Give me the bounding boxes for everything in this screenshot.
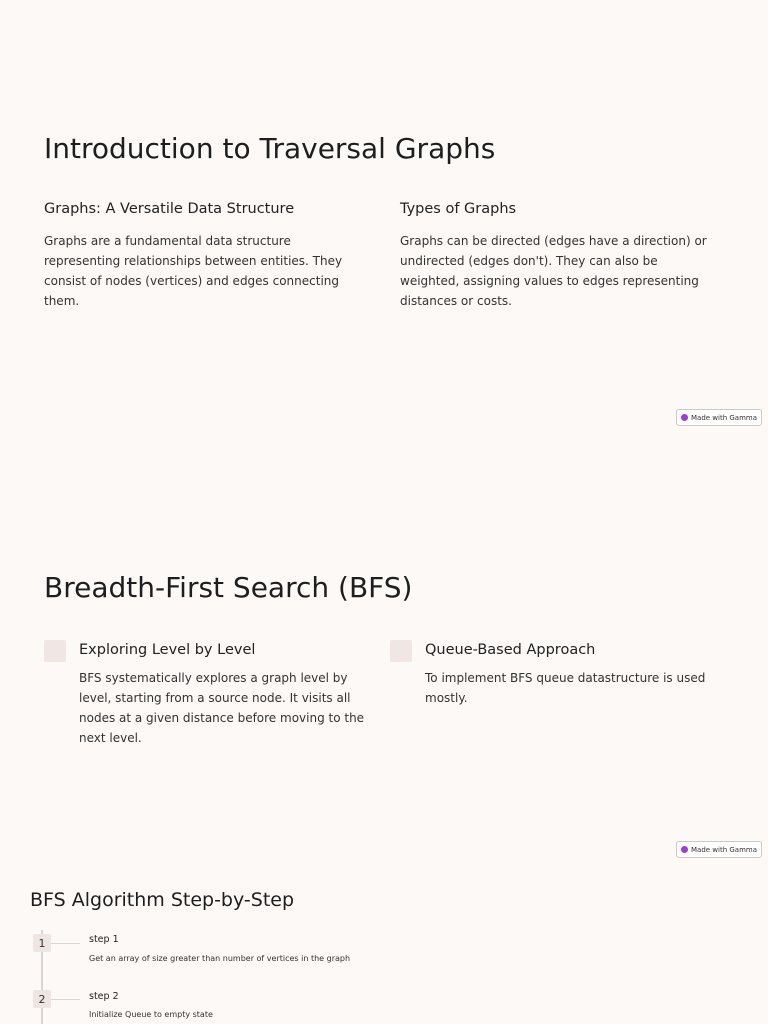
step-title: step 2 — [89, 991, 119, 1002]
step-number-badge: 2 — [33, 990, 51, 1008]
slide3-title: BFS Algorithm Step-by-Step — [30, 889, 295, 911]
graphs-data-structure-card — [44, 201, 364, 311]
badge-label: Made with Gamma — [690, 845, 758, 854]
step-description: Initialize Queue to empty state — [89, 1010, 213, 1019]
card-body: BFS systematically explores a graph level by level, starting from a source node. It visits all nodes at a given distance before moving to the next level. — [79, 671, 365, 745]
gamma-logo-icon — [681, 414, 688, 421]
level-icon — [44, 640, 66, 662]
card-body: Graphs are a fundamental data structure representing relationships between entities. They consist of nodes (vertices) and edges connecting them. — [44, 234, 343, 308]
timeline-connector — [51, 999, 80, 1000]
badge-label: Made with Gamma — [690, 413, 758, 422]
card-body: Graphs can be directed (edges have a direction) or undirected (edges don't). They can also be weighted, assigning values to edges representing distances or costs. — [400, 234, 707, 308]
timeline-connector — [51, 943, 80, 944]
step-description: Get an array of size greater than number of vertices in the graph — [89, 954, 351, 963]
types-of-graphs-card — [400, 201, 720, 311]
card-body: To implement BFS queue datastructure is used mostly. — [425, 671, 706, 705]
queue-approach-card — [425, 642, 725, 708]
step-title: step 1 — [89, 934, 119, 945]
slide2-title: Breadth-First Search (BFS) — [44, 571, 413, 604]
exploring-level-card — [79, 642, 379, 748]
made-with-gamma-badge[interactable] — [676, 409, 762, 426]
card-heading: Queue-Based Approach — [425, 642, 596, 658]
gamma-logo-icon — [681, 846, 688, 853]
card-heading: Graphs: A Versatile Data Structure — [44, 201, 295, 217]
made-with-gamma-badge[interactable] — [676, 841, 762, 858]
card-heading: Types of Graphs — [400, 201, 517, 217]
slide1-title: Introduction to Traversal Graphs — [44, 132, 496, 165]
card-heading: Exploring Level by Level — [79, 642, 256, 658]
step-number-badge: 1 — [33, 934, 51, 952]
queue-icon — [390, 640, 412, 662]
